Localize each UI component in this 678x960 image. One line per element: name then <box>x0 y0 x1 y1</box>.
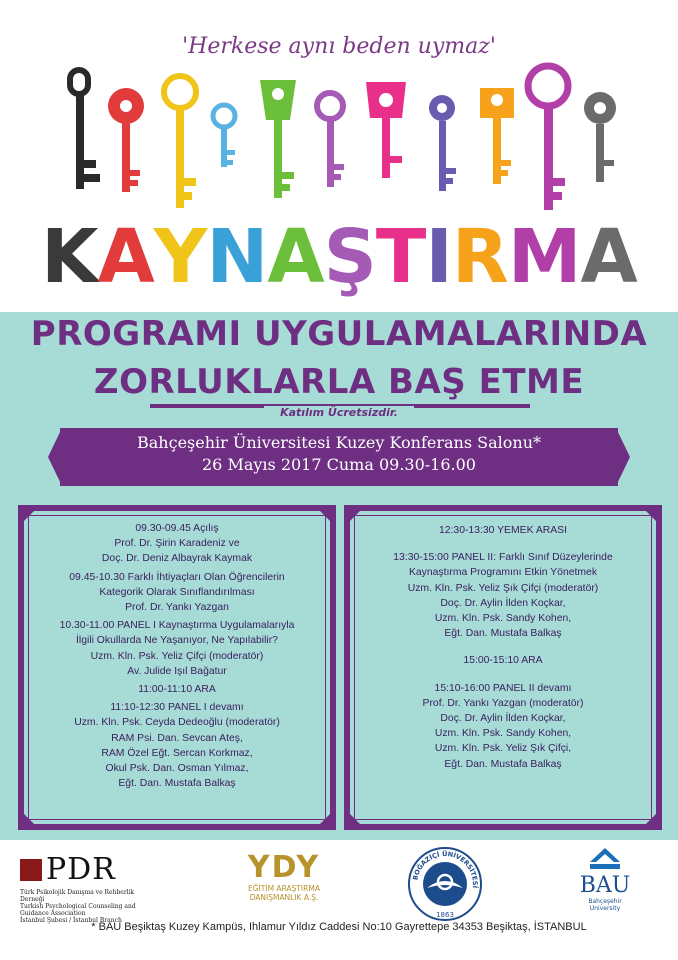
program-line: Uzm. Kln. Psk. Ceyda Dedeoğlu (moderatör) <box>74 717 280 729</box>
tagline: 'Herkese aynı beden uymaz' <box>182 34 496 59</box>
venue-text <box>60 432 618 476</box>
program-line: RAM Psi. Dan. Sevcan Ateş, <box>111 732 243 744</box>
program-line: Kaynaştırma Programını Etkin Yönetmek <box>408 567 598 579</box>
program-line: Eğt. Dan. Mustafa Balkaş <box>444 758 562 770</box>
key-red-icon <box>108 88 144 192</box>
title-letter: Y <box>153 214 207 300</box>
pdr-logo-title: PDR <box>46 852 116 887</box>
venue-address: * BAU Beşiktaş Kuzey Kampüs, Ihlamur Yıldız Caddesi No:10 Gayrettepe 34353 Beşiktaş, İSTANBUL <box>91 921 587 933</box>
program-line: Uzm. Kln. Psk. Yeliz Şık Çifçi, <box>434 743 572 755</box>
title-letter: I <box>425 214 452 300</box>
title-letter: R <box>451 214 508 300</box>
venue-line-1: Bahçeşehir Üniversitesi Kuzey Konferans Salonu* <box>137 433 541 452</box>
program-block <box>362 550 644 641</box>
program-block <box>362 523 644 538</box>
key-lavender-icon <box>317 93 344 187</box>
title-letter: Ş <box>323 214 376 300</box>
bogazici-university-seal <box>405 844 485 924</box>
program-line: 12:30-13:30 YEMEK ARASI <box>438 525 568 536</box>
program-line: 11:00-11:10 ARA <box>138 684 216 696</box>
title-letter: M <box>507 214 581 300</box>
title-letter: N <box>206 214 268 300</box>
program-line: Eğt. Dan. Mustafa Balkaş <box>444 628 562 640</box>
key-green-icon <box>260 80 296 198</box>
program-block <box>362 681 644 772</box>
program-box-morning <box>18 505 336 830</box>
program-line: Kategorik Olarak Sınıflandırılması <box>99 586 255 598</box>
pdr-sub-line-3: İstanbul Şubesi / İstanbul Branch <box>20 917 122 924</box>
title-letter: K <box>41 214 98 300</box>
program-line: RAM Özel Eğt. Sercan Korkmaz, <box>101 747 253 759</box>
program-list-afternoon <box>362 523 644 784</box>
program-line: 10.30-11.00 PANEL I Kaynaştırma Uygulamalarıyla <box>59 620 295 632</box>
bogazici-ring-text: BOĞAZİÇİ ÜNİVERSİTESİ <box>411 849 480 889</box>
program-line: 15:00-15:10 ARA <box>463 655 543 667</box>
title-letter: A <box>97 214 154 300</box>
key-orange-icon <box>480 88 514 184</box>
main-title <box>0 212 678 302</box>
free-admission-note: Katılım Ücretsizdir. <box>264 406 414 419</box>
program-block <box>36 570 318 616</box>
program-line: Okul Psk. Dan. Osman Yılmaz, <box>105 763 249 775</box>
bau-logo-title: BAU <box>579 873 631 898</box>
program-line: 09.30-09.45 Açılış <box>135 523 219 534</box>
program-box-afternoon <box>344 505 662 830</box>
key-magenta-icon <box>528 66 568 210</box>
program-line: İlgili Okullarda Ne Yaşanıyor, Ne Yapılabilir? <box>76 635 278 647</box>
program-block <box>362 653 644 668</box>
pdr-sub-line-1: Türk Psikolojik Danışma ve Rehberlik Derneği <box>20 889 135 903</box>
title-letter: T <box>375 214 426 300</box>
pdr-sub-line-2: Turkish Psychological Counseling and Guidance Association <box>20 903 136 917</box>
colorful-keys-icon <box>0 60 678 220</box>
program-line: Doç. Dr. Aylin İlden Koçkar, <box>440 597 566 609</box>
ribbon-right-tail <box>616 428 630 486</box>
program-line: 09.45-10.30 Farklı İhtiyaçları Olan Öğrencilerin <box>69 571 285 583</box>
title-letter: A <box>580 214 637 300</box>
program-line: Uzm. Kln. Psk. Yeliz Çifçi (moderatör) <box>90 650 264 662</box>
corner-ornament <box>18 808 40 830</box>
program-line: Doç. Dr. Deniz Albayrak Kaymak <box>101 553 253 565</box>
program-list-morning <box>36 521 318 794</box>
program-block <box>36 521 318 567</box>
bau-logo <box>575 848 635 912</box>
ydy-logo-title: YDY <box>247 850 321 885</box>
program-line: Prof. Dr. Şirin Karadeniz ve <box>114 538 240 550</box>
ydy-sub-line-2: DANIŞMANLIK A.Ş. <box>249 893 319 902</box>
program-block <box>36 618 318 679</box>
program-line: Doç. Dr. Aylin İlden Koçkar, <box>440 713 566 725</box>
title-letter: A <box>267 214 324 300</box>
subtitle-line-1: PROGRAMI UYGULAMALARINDA <box>30 314 648 354</box>
program-line: Uzm. Kln. Psk. Yeliz Şık Çifçi (moderatör) <box>407 582 599 594</box>
key-yellow-icon <box>164 76 196 208</box>
program-line: Eğt. Dan. Mustafa Balkaş <box>118 778 236 790</box>
corner-ornament <box>344 808 366 830</box>
corner-ornament <box>314 808 336 830</box>
program-line: Prof. Dr. Yankı Yazgan (moderatör) <box>422 697 584 709</box>
bau-logo-subtitle: Bahçeşehir University <box>588 898 622 912</box>
key-indigo-icon <box>429 95 456 191</box>
ydy-sub-line-1: EĞİTİM ARAŞTIRMA <box>248 884 320 893</box>
pdr-logo-subtitle <box>20 889 160 924</box>
bau-emblem-icon <box>590 848 620 870</box>
ydy-logo <box>214 852 354 902</box>
key-black-icon <box>70 70 100 189</box>
program-block <box>36 700 318 791</box>
pdr-logo <box>20 852 160 924</box>
pdr-emblem-icon <box>20 859 42 881</box>
program-line: 11:10-12:30 PANEL I devamı <box>110 702 244 714</box>
key-gray-icon <box>584 92 616 182</box>
program-block <box>36 682 318 697</box>
key-pink-icon <box>366 82 406 178</box>
venue-date: 26 Mayıs 2017 Cuma 09.30-16.00 <box>202 455 476 474</box>
program-line: Uzm. Kln. Psk. Sandy Kohen, <box>434 613 572 625</box>
corner-ornament <box>640 808 662 830</box>
program-line: 13:30-15:00 PANEL II: Farklı Sınıf Düzeylerinde <box>393 552 613 564</box>
program-line: Uzm. Kln. Psk. Sandy Kohen, <box>434 728 572 740</box>
subtitle-line-2: ZORLUKLARLA BAŞ ETME <box>93 362 585 402</box>
program-line: Av. Julide Işıl Bağatur <box>127 665 227 677</box>
program-line: 15:10-16:00 PANEL II devamı <box>434 682 572 694</box>
bogazici-year: 1863 <box>436 911 454 919</box>
key-blue-icon <box>213 105 235 167</box>
program-line: Prof. Dr. Yankı Yazgan <box>125 602 229 614</box>
